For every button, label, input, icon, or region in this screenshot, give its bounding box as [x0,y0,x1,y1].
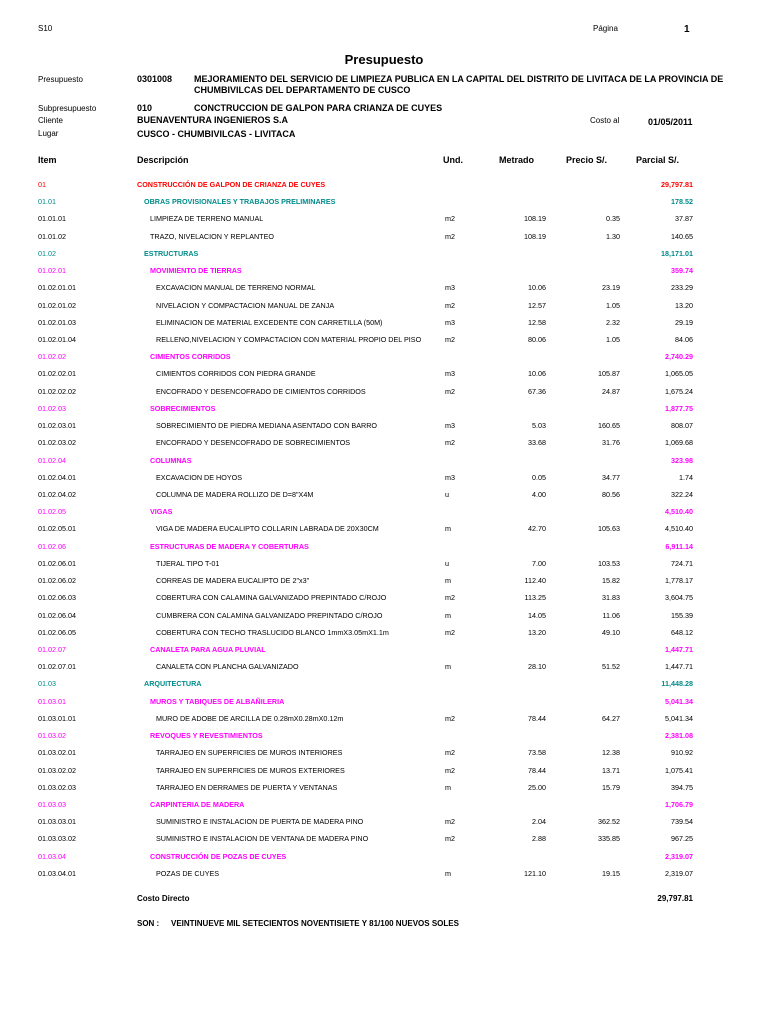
item-unit: m2 [445,748,455,758]
item-metrado: 25.00 [528,782,546,792]
item-metrado: 42.70 [528,524,546,534]
item-parcial: 18,171.01 [661,248,693,258]
report-code: S10 [38,24,53,33]
item-precio: 31.83 [602,593,620,603]
item-parcial: 322.24 [671,490,693,499]
item-parcial: 1,065.05 [665,369,693,379]
item-metrado: 5.03 [532,421,546,431]
item-description: REVOQUES Y REVESTIMIENTOS [150,731,263,740]
item-unit: m3 [445,369,455,379]
costo-directo-value: 29,797.81 [657,894,693,903]
item-parcial: 724.71 [671,558,693,568]
item-description: POZAS DE CUYES [156,868,220,878]
item-precio: 105.63 [598,524,620,534]
item-parcial: 1,069.68 [665,438,693,448]
item-code: 01.02.02.02 [38,386,76,396]
item-precio: 19.15 [602,868,620,878]
item-description: MOVIMIENTO DE TIERRAS [150,266,242,276]
table-row [0,542,768,556]
item-code: 01.02.07 [38,644,66,654]
table-row [0,559,768,573]
item-code: 01.02.01.01 [38,283,76,293]
item-description: VIGA DE MADERA EUCALIPTO COLLARIN LABRADA DE 20X30CM [156,524,379,534]
item-parcial: 808.07 [671,421,693,431]
table-row [0,662,768,676]
item-description: NIVELACION Y COMPACTACION MANUAL DE ZANJA [156,300,335,310]
item-description: EXCAVACION MANUAL DE TERRENO NORMAL [156,283,316,293]
item-description: CONSTRUCCIÓN DE GALPON DE CRIANZA DE CUYES [137,180,326,189]
item-parcial: 155.39 [671,610,693,620]
item-unit: m3 [445,472,455,482]
item-description: COLUMNA DE MADERA ROLLIZO DE D=8"X4M [156,490,314,499]
item-parcial: 910.92 [671,748,693,758]
item-parcial: 29,797.81 [661,180,693,189]
item-parcial: 323.98 [671,455,693,465]
item-description: CUMBRERA CON CALAMINA GALVANIZADO PREPINTADO C/ROJO [156,610,383,620]
son-amount-text: VEINTINUEVE MIL SETECIENTOS NOVENTISIETE Y 81/100 NUEVOS SOLES [171,919,459,928]
item-unit: m2 [445,214,455,224]
item-description: SUMINISTRO E INSTALACION DE PUERTA DE MADERA PINO [156,817,364,827]
item-description: VIGAS [150,507,173,517]
item-unit: m2 [445,386,455,396]
item-unit: m3 [445,283,455,293]
item-description: TARRAJEO EN SUPERFICIES DE MUROS EXTERIORES [156,765,345,775]
item-description: SUMINISTRO E INSTALACION DE VENTANA DE MADERA PINO [156,834,369,844]
item-code: 01 [38,180,46,189]
item-parcial: 1,877.75 [665,403,693,413]
item-code: 01.02.03.01 [38,421,76,431]
item-parcial: 2,319.07 [665,851,693,861]
item-parcial: 140.65 [671,231,693,241]
item-unit: m2 [445,817,455,827]
item-code: 01.02.02.01 [38,369,76,379]
item-unit: m2 [445,627,455,637]
item-unit: m3 [445,421,455,431]
item-unit: m [445,524,451,534]
presupuesto-label: Presupuesto [38,75,83,84]
item-parcial: 233.29 [671,283,693,293]
item-precio: 2.32 [606,317,620,327]
item-unit: m [445,610,451,620]
item-precio: 51.52 [602,662,620,672]
item-parcial: 37.87 [675,214,693,224]
item-parcial: 394.75 [671,782,693,792]
item-precio: 12.38 [602,748,620,758]
item-code: 01.03.04 [38,851,66,861]
item-description: LIMPIEZA DE TERRENO MANUAL [150,214,264,224]
item-code: 01.03.02.03 [38,782,76,792]
presupuesto-desc-line2: CHUMBIVILCAS DEL DEPARTAMENTO DE CUSCO [194,85,411,95]
table-row [0,611,768,625]
item-code: 01.02.01.02 [38,300,76,310]
item-code: 01.03 [38,679,56,689]
item-description: CORREAS DE MADERA EUCALIPTO DE 2"x3" [156,576,310,586]
table-row [0,266,768,280]
son-label: SON : [137,919,160,928]
item-description: EXCAVACION DE HOYOS [156,472,242,482]
item-metrado: 12.57 [528,300,546,310]
item-code: 01.02.04 [38,455,66,465]
item-metrado: 67.36 [528,386,546,396]
table-row [0,249,768,263]
item-parcial: 2,740.29 [665,352,693,362]
item-parcial: 359.74 [671,266,693,276]
item-precio: 80.56 [602,490,620,499]
item-unit: m2 [445,834,455,844]
table-row [0,404,768,418]
table-row [0,301,768,315]
item-code: 01.03.02 [38,731,66,740]
item-unit: m [445,782,451,792]
item-metrado: 108.19 [524,231,546,241]
item-description: SOBRECIMIENTO DE PIEDRA MEDIANA ASENTADO CON BARRO [156,421,377,431]
item-parcial: 1,447.71 [665,644,693,654]
item-precio: 64.27 [602,713,620,723]
item-code: 01.02.01.04 [38,335,76,344]
item-parcial: 11,448.28 [661,679,693,689]
item-code: 01.02.06.05 [38,627,76,637]
item-code: 01.01 [38,197,56,207]
item-unit: u [445,490,449,499]
item-code: 01.02.05 [38,507,66,517]
presupuesto-code: 0301008 [137,74,173,84]
item-description: ARQUITECTURA [144,679,202,689]
item-precio: 160.65 [598,421,620,431]
item-unit: m2 [445,765,455,775]
table-row [0,283,768,297]
item-parcial: 178.52 [671,197,693,207]
document-title: Presupuesto [344,52,424,67]
item-metrado: 121.10 [524,868,546,878]
table-row [0,352,768,366]
item-unit: m3 [445,317,455,327]
item-metrado: 113.25 [524,593,546,603]
item-code: 01.02 [38,248,56,258]
item-unit: m [445,662,451,672]
item-metrado: 112.40 [524,576,546,586]
item-metrado: 10.06 [528,369,546,379]
col-header-und: Und. [443,155,463,165]
item-precio: 1.05 [606,335,620,344]
table-row [0,714,768,728]
table-row [0,731,768,745]
item-description: ESTRUCTURAS DE MADERA Y COBERTURAS [150,541,309,551]
item-description: CANALETA PARA AGUA PLUVIAL [150,644,266,654]
item-code: 01.03.03.01 [38,817,76,827]
item-metrado: 108.19 [524,214,546,224]
item-metrado: 78.44 [528,765,546,775]
item-precio: 23.19 [602,283,620,293]
item-precio: 13.71 [602,765,620,775]
table-row [0,748,768,762]
item-code: 01.02.06.02 [38,576,76,586]
table-row [0,766,768,780]
table-row [0,679,768,693]
item-unit: m2 [445,713,455,723]
item-metrado: 12.58 [528,317,546,327]
item-metrado: 0.05 [532,472,546,482]
item-description: CIMIENTOS CORRIDOS [150,352,231,362]
table-row [0,335,768,349]
table-row [0,473,768,487]
table-row [0,817,768,831]
item-precio: 105.87 [598,369,620,379]
item-metrado: 7.00 [532,558,546,568]
item-parcial: 3,604.75 [665,593,693,603]
item-precio: 1.05 [606,300,620,310]
item-code: 01.02.01 [38,266,66,276]
item-code: 01.03.01 [38,696,66,706]
item-parcial: 1,706.79 [665,799,693,809]
table-row [0,456,768,470]
table-row [0,180,768,194]
table-row [0,438,768,452]
subpresupuesto-desc: CONCTRUCCION DE GALPON PARA CRIANZA DE CUYES [194,103,443,113]
table-row [0,800,768,814]
item-code: 01.03.03 [38,799,66,809]
item-precio: 0.35 [606,214,620,224]
item-metrado: 2.04 [532,817,546,827]
item-parcial: 739.54 [671,817,693,827]
item-code: 01.02.03 [38,403,66,413]
table-row [0,834,768,848]
table-row [0,197,768,211]
table-row [0,628,768,642]
table-row [0,387,768,401]
item-description: MURO DE ADOBE DE ARCILLA DE 0.28mX0.28mX0.12m [156,713,344,723]
item-code: 01.03.02.01 [38,748,76,758]
item-precio: 11.06 [602,610,620,620]
item-parcial: 2,319.07 [665,868,693,878]
item-description: SOBRECIMIENTOS [150,403,216,413]
item-code: 01.01.01 [38,214,66,224]
item-code: 01.02.05.01 [38,524,76,534]
table-row [0,645,768,659]
item-description: COLUMNAS [150,455,192,465]
item-code: 01.01.02 [38,231,66,241]
item-metrado: 10.06 [528,283,546,293]
item-code: 01.02.07.01 [38,662,76,672]
item-precio: 15.79 [602,782,620,792]
item-unit: m2 [445,438,455,448]
item-parcial: 6,911.14 [665,541,693,551]
item-description: COBERTURA CON CALAMINA GALVANIZADO PREPINTADO C/ROJO [156,593,387,603]
item-metrado: 73.58 [528,748,546,758]
item-description: ENCOFRADO Y DESENCOFRADO DE CIMIENTOS CORRIDOS [156,386,366,396]
item-code: 01.03.01.01 [38,713,76,723]
item-metrado: 78.44 [528,713,546,723]
item-parcial: 967.25 [671,834,693,844]
item-unit: m2 [445,231,455,241]
item-parcial: 1.74 [679,472,693,482]
item-precio: 31.76 [602,438,620,448]
lugar-value: CUSCO - CHUMBIVILCAS - LIVITACA [137,129,296,139]
item-code: 01.02.06.04 [38,610,76,620]
presupuesto-desc-line1: MEJORAMIENTO DEL SERVICIO DE LIMPIEZA PUBLICA EN LA CAPITAL DEL DISTRITO DE LIVITACA DE LA PROVINCIA DE [194,74,724,84]
table-row [0,852,768,866]
table-row [0,214,768,228]
item-description: CONSTRUCCIÓN DE POZAS DE CUYES [150,851,287,861]
item-description: ELIMINACION DE MATERIAL EXCEDENTE CON CARRETILLA (50M) [156,317,383,327]
table-row [0,783,768,797]
item-precio: 362.52 [598,817,620,827]
item-parcial: 4,510.40 [665,507,693,517]
item-precio: 15.82 [602,576,620,586]
subpresupuesto-code: 010 [137,103,153,113]
costo-al-label: Costo al [590,116,620,125]
item-code: 01.02.01.03 [38,317,76,327]
table-row [0,697,768,711]
item-code: 01.03.03.02 [38,834,76,844]
table-row [0,232,768,246]
item-unit: m2 [445,300,455,310]
item-description: TIJERAL TIPO T-01 [156,558,220,568]
item-unit: u [445,558,449,568]
item-metrado: 4.00 [532,490,546,499]
subpresupuesto-label: Subpresupuesto [38,104,97,113]
item-code: 01.02.06.01 [38,558,76,568]
col-header-precio: Precio S/. [566,155,608,165]
item-precio: 49.10 [602,627,620,637]
item-metrado: 80.06 [528,335,546,344]
item-description: CIMIENTOS CORRIDOS CON PIEDRA GRANDE [156,369,316,379]
item-description: ESTRUCTURAS [144,248,199,258]
item-code: 01.03.02.02 [38,765,76,775]
item-code: 01.02.03.02 [38,438,76,448]
item-parcial: 1,075.41 [665,765,693,775]
item-description: TARRAJEO EN DERRAMES DE PUERTA Y VENTANAS [156,782,338,792]
table-row [0,490,768,504]
col-header-parcial: Parcial S/. [636,155,680,165]
item-description: MUROS Y TABIQUES DE ALBAÑILERIA [150,696,285,706]
item-unit: m2 [445,593,455,603]
item-description: COBERTURA CON TECHO TRASLUCIDO BLANCO 1mmX3.05mX1.1m [156,627,389,637]
table-row [0,421,768,435]
item-parcial: 2,381.08 [665,731,693,740]
col-header-item: Item [38,155,57,165]
table-row [0,524,768,538]
item-metrado: 2.88 [532,834,546,844]
item-metrado: 14.05 [528,610,546,620]
item-metrado: 28.10 [528,662,546,672]
item-description: TARRAJEO EN SUPERFICIES DE MUROS INTERIORES [156,748,343,758]
item-parcial: 4,510.40 [665,524,693,534]
item-description: CARPINTERIA DE MADERA [150,799,245,809]
item-description: ENCOFRADO Y DESENCOFRADO DE SOBRECIMIENTOS [156,438,351,448]
item-parcial: 5,041.34 [665,713,693,723]
item-precio: 335.85 [598,834,620,844]
item-parcial: 13.20 [675,300,693,310]
lugar-label: Lugar [38,129,59,138]
item-parcial: 648.12 [671,627,693,637]
costo-directo-label: Costo Directo [137,894,190,903]
item-code: 01.02.02 [38,352,66,362]
item-metrado: 13.20 [528,627,546,637]
table-row [0,869,768,883]
item-code: 01.02.04.02 [38,490,76,499]
item-precio: 24.87 [602,386,620,396]
item-precio: 103.53 [598,558,620,568]
costo-al-value: 01/05/2011 [648,117,693,127]
item-parcial: 1,447.71 [665,662,693,672]
item-description: RELLENO,NIVELACION Y COMPACTACION CON MATERIAL PROPIO DEL PISO [156,335,422,344]
item-metrado: 33.68 [528,438,546,448]
item-code: 01.03.04.01 [38,868,76,878]
page-number: 1 [684,24,690,35]
cliente-label: Cliente [38,116,63,125]
item-unit: m [445,868,451,878]
item-code: 01.02.06.03 [38,593,76,603]
item-parcial: 84.06 [675,335,693,344]
item-code: 01.02.06 [38,541,66,551]
item-description: OBRAS PROVISIONALES Y TRABAJOS PRELIMINARES [144,197,336,207]
col-header-metrado: Metrado [499,155,535,165]
table-row [0,593,768,607]
item-unit: m2 [445,335,455,344]
table-row [0,318,768,332]
item-precio: 34.77 [602,472,620,482]
page-label: Página [593,24,618,33]
item-parcial: 1,778.17 [665,576,693,586]
table-row [0,369,768,383]
item-description: TRAZO, NIVELACION Y REPLANTEO [150,231,274,241]
table-row [0,507,768,521]
item-description: CANALETA CON PLANCHA GALVANIZADO [156,662,299,672]
item-parcial: 29.19 [675,317,693,327]
item-code: 01.02.04.01 [38,472,76,482]
item-parcial: 5,041.34 [665,696,693,706]
col-header-descripcion: Descripción [137,155,189,165]
table-row [0,576,768,590]
item-precio: 1.30 [606,231,620,241]
item-parcial: 1,675.24 [665,386,693,396]
cliente-value: BUENAVENTURA INGENIEROS S.A [137,115,289,125]
item-unit: m [445,576,451,586]
